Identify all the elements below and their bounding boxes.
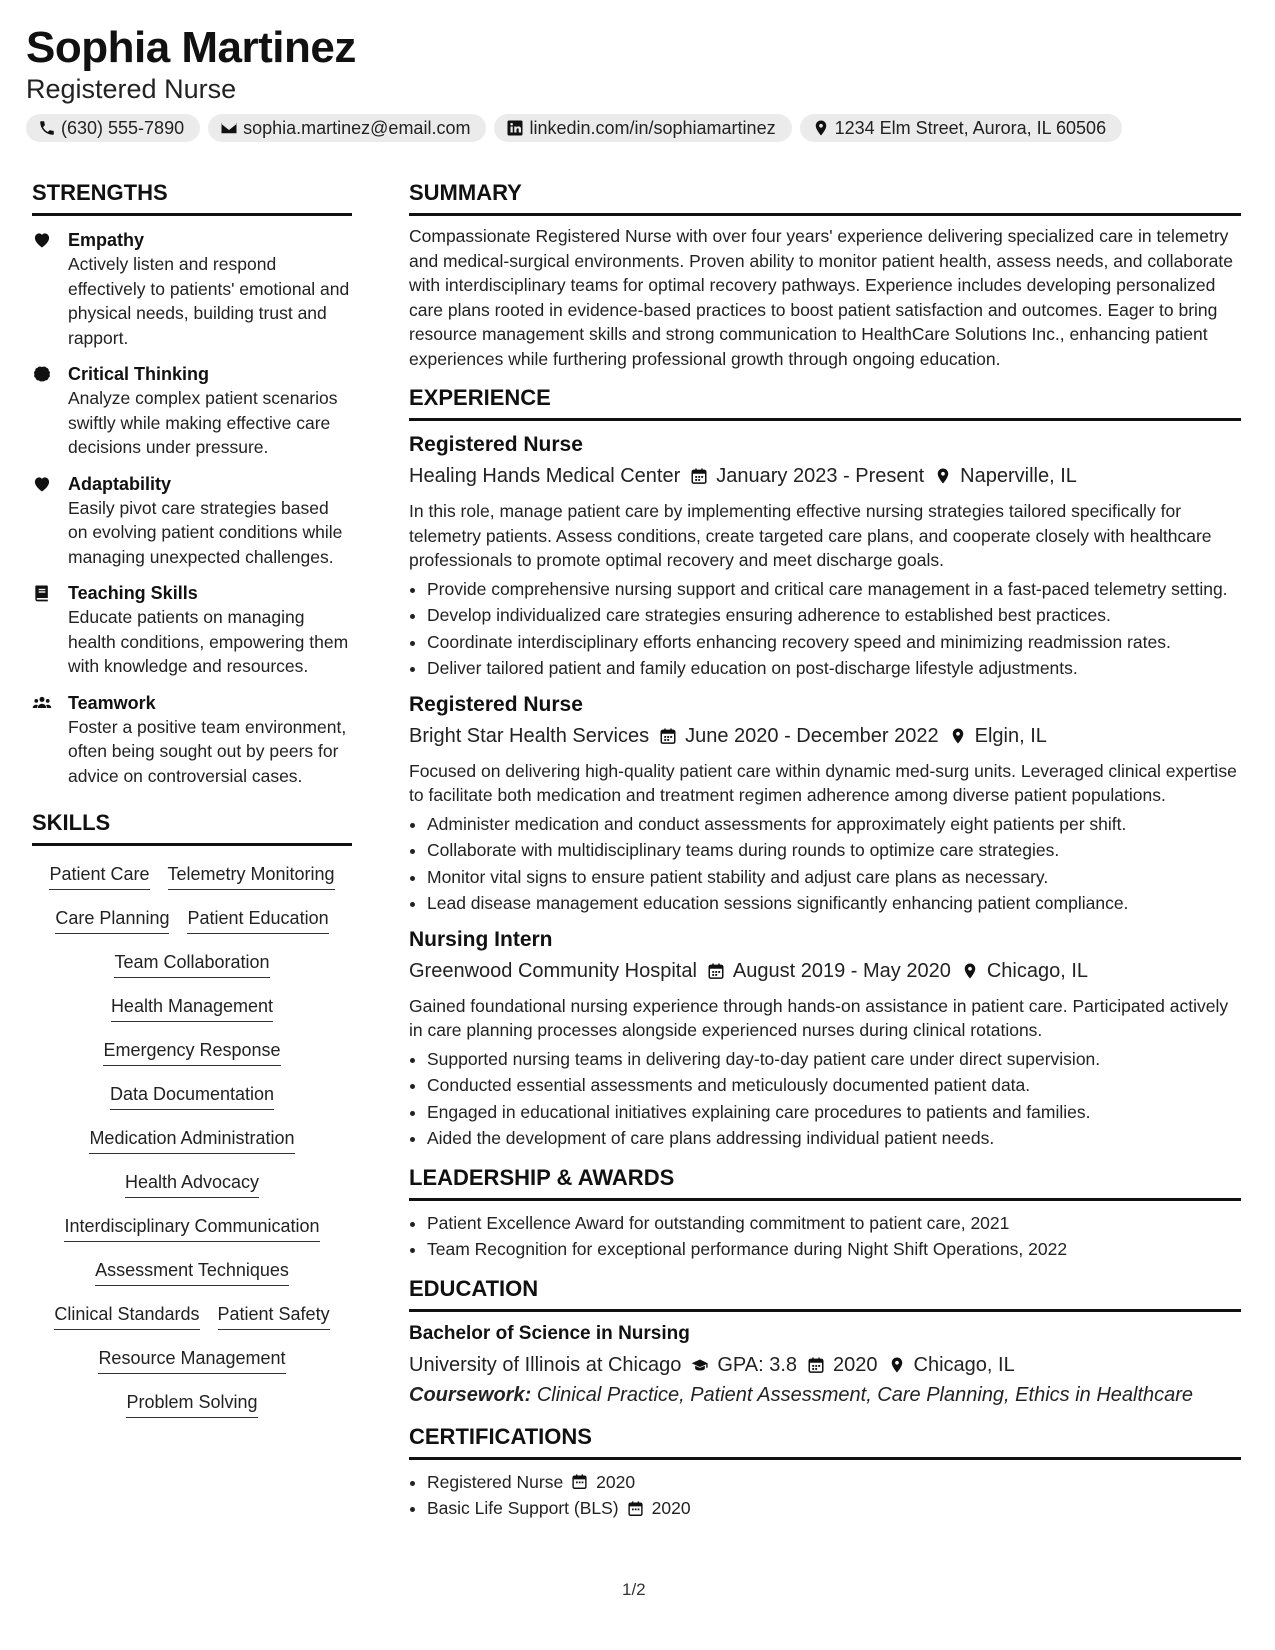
right-column xyxy=(409,180,1241,1523)
school-location: Chicago, IL xyxy=(913,1353,1015,1376)
map-pin-icon xyxy=(934,467,952,485)
job-company: Bright Star Health Services xyxy=(409,724,650,747)
coursework-list: Clinical Practice, Patient Assessment, Care Planning, Ethics in Healthcare xyxy=(536,1383,1194,1406)
candidate-name: Sophia Martinez xyxy=(26,23,356,72)
job-bullet: • Deliver tailored patient and family education on post-discharge lifestyle adjustments. xyxy=(427,656,1241,681)
brain-icon xyxy=(32,364,52,384)
heart-icon xyxy=(32,230,52,250)
contact-address-text: 1234 Elm Street, Aurora, IL 60506 xyxy=(834,117,1107,138)
map-pin-icon xyxy=(812,119,830,137)
contact-phone-text: (630) 555-7890 xyxy=(61,117,185,138)
heart-icon xyxy=(32,474,52,494)
skill-tag: Problem Solving xyxy=(126,1390,257,1418)
degree-title: Bachelor of Science in Nursing xyxy=(409,1322,690,1344)
coursework-label: Coursework: xyxy=(409,1383,532,1406)
job-bullet: • Administer medication and conduct assessments for approximately eight patients per shift. xyxy=(427,812,1241,837)
award-item: • Patient Excellence Award for outstanding commitment to patient care, 2021 xyxy=(427,1211,1241,1236)
strength-item xyxy=(32,581,352,679)
strength-desc: Foster a positive team environment, often being sought out by peers for advice on controversial cases. xyxy=(68,716,347,786)
calendar-icon xyxy=(707,962,725,980)
job-title: Nursing Intern xyxy=(409,927,553,951)
education-heading: EDUCATION xyxy=(409,1276,1241,1312)
leadership-heading: LEADERSHIP & AWARDS xyxy=(409,1165,1241,1201)
linkedin-icon xyxy=(506,119,524,137)
skill-tag: Clinical Standards xyxy=(54,1302,199,1330)
strength-desc: Analyze complex patient scenarios swiftly while making effective care decisions under pressure. xyxy=(68,388,338,457)
skill-tag: Health Advocacy xyxy=(125,1170,259,1198)
certification-item xyxy=(427,1470,1241,1495)
job-bullet: • Engaged in educational initiatives explaining care procedures to patients and families. xyxy=(427,1100,1241,1125)
leadership-list xyxy=(409,1211,1241,1262)
skill-tag: Patient Education xyxy=(187,906,328,934)
strength-title: Critical Thinking xyxy=(68,364,210,384)
job-location: Naperville, IL xyxy=(960,465,1077,487)
skill-tag: Resource Management xyxy=(98,1346,285,1374)
phone-icon xyxy=(38,119,56,137)
gpa: GPA: 3.8 xyxy=(717,1353,798,1376)
calendar-icon xyxy=(690,467,708,485)
contact-linkedin-text: linkedin.com/in/sophiamartinez xyxy=(529,117,776,138)
job-bullet: • Aided the development of care plans addressing individual patient needs. xyxy=(427,1126,1241,1151)
certification-list xyxy=(409,1470,1241,1521)
strength-item xyxy=(32,472,352,570)
job-entry xyxy=(409,431,1241,681)
skill-tag: Interdisciplinary Communication xyxy=(64,1214,319,1242)
calendar-icon xyxy=(571,1473,588,1490)
certification-year: 2020 xyxy=(596,1471,636,1492)
experience-heading: EXPERIENCE xyxy=(409,385,1241,421)
contact-phone[interactable] xyxy=(26,114,200,142)
contact-linkedin[interactable] xyxy=(494,114,791,142)
candidate-role: Registered Nurse xyxy=(26,74,237,104)
strength-title: Teaching Skills xyxy=(68,583,198,603)
strength-desc: Actively listen and respond effectively to patients' emotional and physical needs, building trust and rapport. xyxy=(68,254,350,348)
envelope-icon xyxy=(220,119,238,137)
skill-tag: Care Planning xyxy=(55,906,169,934)
certification-year: 2020 xyxy=(651,1498,691,1518)
users-icon xyxy=(32,693,52,713)
skill-tag: Assessment Techniques xyxy=(95,1258,289,1286)
calendar-icon xyxy=(627,1500,644,1517)
strength-title: Empathy xyxy=(68,230,145,250)
job-meta xyxy=(409,461,1241,491)
skills-list xyxy=(32,862,352,1418)
job-dates: August 2019 - May 2020 xyxy=(732,959,951,982)
strength-desc: Easily pivot care strategies based on evolving patient conditions while managing unexpected challenges. xyxy=(68,497,343,567)
graduation-year: 2020 xyxy=(833,1353,878,1376)
job-description: Gained foundational nursing experience through hands-on assistance in patient care. Participated actively in care planning processes alongside experienced nurses during clinical rotations. xyxy=(409,995,1229,1040)
left-column xyxy=(32,180,352,1418)
calendar-icon xyxy=(659,727,677,745)
skill-tag: Emergency Response xyxy=(103,1038,280,1066)
strength-desc: Educate patients on managing health conditions, empowering them with knowledge and resources. xyxy=(68,607,349,676)
job-location: Elgin, IL xyxy=(974,724,1047,747)
map-pin-icon xyxy=(949,727,967,745)
job-bullet: • Conducted essential assessments and meticulously documented patient data. xyxy=(427,1073,1241,1098)
job-bullet: • Coordinate interdisciplinary efforts enhancing recovery speed and minimizing readmission rates. xyxy=(427,630,1241,655)
skill-tag: Telemetry Monitoring xyxy=(168,862,335,890)
calendar-icon xyxy=(807,1356,825,1374)
job-bullets xyxy=(409,577,1241,681)
skill-tag: Team Collaboration xyxy=(114,950,269,978)
skill-tag: Medication Administration xyxy=(89,1126,294,1154)
skill-tag: Health Management xyxy=(111,994,273,1022)
education-meta xyxy=(409,1350,1241,1380)
job-meta xyxy=(409,956,1241,986)
skill-tag: Patient Safety xyxy=(218,1302,330,1330)
strength-title: Adaptability xyxy=(68,473,172,494)
school-name: University of Illinois at Chicago xyxy=(409,1353,682,1376)
job-description: In this role, manage patient care by implementing effective nursing strategies tailored specifically for telemetry patients. Assess conditions, create targeted care plans, and cooperate closely with healthcare professionals to promote optimal recovery and meet discharge goals. xyxy=(409,501,1212,570)
page-number: 1/2 xyxy=(622,1580,646,1599)
contact-address[interactable] xyxy=(800,114,1123,142)
job-bullet: • Develop individualized care strategies ensuring adherence to established best practices. xyxy=(427,603,1241,628)
contact-email-text: sophia.martinez@email.com xyxy=(243,117,471,138)
certification-name: • Registered Nurse xyxy=(427,1471,564,1492)
job-entry xyxy=(409,926,1241,1151)
strength-item xyxy=(32,691,352,789)
job-bullets xyxy=(409,1047,1241,1151)
coursework xyxy=(409,1380,1241,1410)
contact-email[interactable] xyxy=(208,114,486,142)
job-company: Greenwood Community Hospital xyxy=(409,959,697,982)
job-dates: January 2023 - Present xyxy=(716,465,925,487)
job-description: Focused on delivering high-quality patient care within dynamic med-surg units. Leveraged clinical expertise to facilitate both medication and treatment regimen adherence among diverse patient populations. xyxy=(409,760,1237,805)
job-company: Healing Hands Medical Center xyxy=(409,465,681,487)
job-bullet: • Provide comprehensive nursing support and critical care management in a fast-paced telemetry setting. xyxy=(427,577,1241,602)
job-bullets xyxy=(409,812,1241,916)
certifications-heading: CERTIFICATIONS xyxy=(409,1424,1241,1460)
strength-item xyxy=(32,228,352,350)
certification-item xyxy=(427,1496,1241,1521)
summary-heading: SUMMARY xyxy=(409,180,1241,216)
job-title: Registered Nurse xyxy=(409,433,583,456)
award-item: • Team Recognition for exceptional performance during Night Shift Operations, 2022 xyxy=(427,1237,1241,1262)
book-icon xyxy=(32,583,52,603)
summary-text: Compassionate Registered Nurse with over four years' experience delivering specialized care in telemetry and medical-surgical environments. Proven ability to monitor patient health, assess needs, and collaborate with interdisciplinary teams for optimal recovery pathways. Experience includes developing personalized care plans rooted in evidence-based practices to boost patient satisfaction and outcomes. Eager to bring resource management skills and strong communication to HealthCare Solutions Inc., enhancing patient experiences while furthering professional growth through ongoing education. xyxy=(409,226,1233,369)
skills-heading: SKILLS xyxy=(32,810,352,846)
graduation-cap-icon xyxy=(691,1356,709,1374)
job-title: Registered Nurse xyxy=(409,692,583,716)
map-pin-icon xyxy=(888,1356,906,1374)
job-bullet: • Supported nursing teams in delivering day-to-day patient care under direct supervision. xyxy=(427,1047,1241,1072)
skill-tag: Data Documentation xyxy=(110,1082,274,1110)
job-bullet: • Collaborate with multidisciplinary teams during rounds to optimize care strategies. xyxy=(427,838,1241,863)
map-pin-icon xyxy=(961,962,979,980)
job-bullet: • Lead disease management education sessions significantly enhancing patient compliance. xyxy=(427,891,1241,916)
job-dates: June 2020 - December 2022 xyxy=(685,724,939,747)
strength-title: Teamwork xyxy=(68,692,156,713)
skill-tag: Patient Care xyxy=(49,862,149,890)
job-meta xyxy=(409,721,1241,751)
strength-item xyxy=(32,362,352,460)
contact-bar xyxy=(26,114,1122,142)
job-entry xyxy=(409,691,1241,916)
job-bullet: • Monitor vital signs to ensure patient stability and adjust care plans as necessary. xyxy=(427,865,1241,890)
certification-name: • Basic Life Support (BLS) xyxy=(427,1498,619,1518)
job-location: Chicago, IL xyxy=(986,959,1088,982)
strengths-heading: STRENGTHS xyxy=(32,180,352,216)
